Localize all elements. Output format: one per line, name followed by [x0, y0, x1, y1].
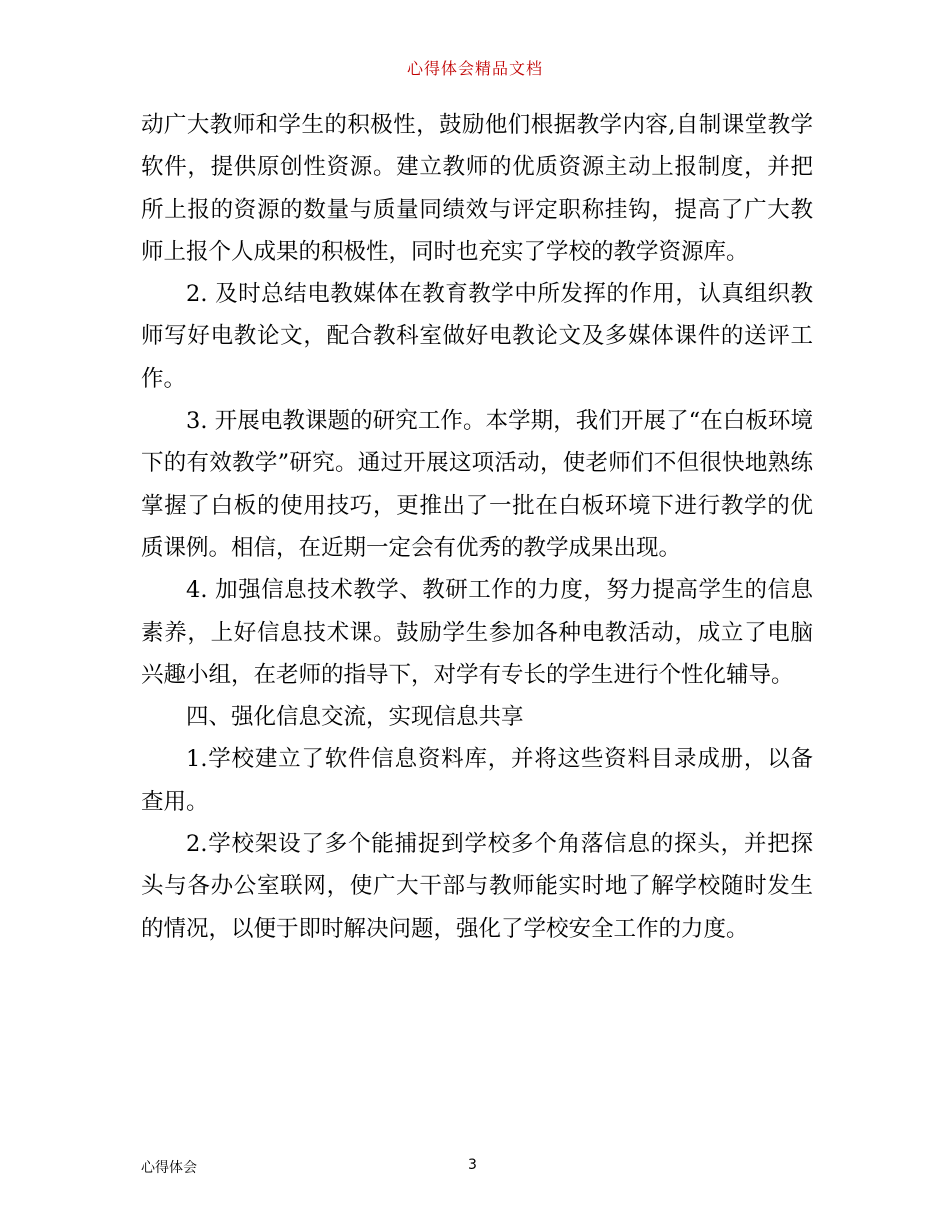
- paragraph-item-3: 3. 开展电教课题的研究工作。本学期，我们开展了“在白板环境下的有效教学”研究。通过开展这项活动，使老师们不但很快地熟练掌握了白板的使用技巧，更推出了一批在白板环境下进行教学的优质课例。相信，在近期一定会有优秀的教学成果出现。: [141, 408, 813, 561]
- paragraph-item-2: 2. 及时总结电教媒体在教育教学中所发挥的作用，认真组织教师写好电教论文，配合教科室做好电教论文及多媒体课件的送评工作。: [141, 281, 813, 392]
- paragraph-subitem-1: 1.学校建立了软件信息资料库，并将这些资料目录成册，以备查用。: [141, 746, 813, 815]
- section-heading: 四、强化信息交流，实现信息共享: [186, 704, 524, 731]
- footer-label: 心得体会: [141, 1160, 197, 1176]
- paragraph-item-4: 4. 加强信息技术教学、教研工作的力度，努力提高学生的信息素养，上好信息技术课。鼓励学生参加各种电教活动，成立了电脑兴趣小组，在老师的指导下，对学有专长的学生进行个性化辅导。: [141, 577, 813, 688]
- paragraph-continuation: 动广大教师和学生的积极性，鼓励他们根据教学内容,自制课堂教学软件，提供原创性资源。建立教师的优质资源主动上报制度，并把所上报的资源的数量与质量同绩效与评定职称挂钩，提高了广大教师上报个人成果的积极性，同时也充实了学校的教学资源库。: [141, 112, 813, 265]
- paragraph-subitem-2: 2.学校架设了多个能捕捉到学校多个角落信息的探头，并把探头与各办公室联网，使广大干部与教师能实时地了解学校随时发生的情况，以便于即时解决问题，强化了学校安全工作的力度。: [141, 831, 813, 942]
- document-header-title: 心得体会精品文档: [406, 59, 543, 78]
- page-number: 3: [468, 1157, 477, 1173]
- document-body: [141, 104, 813, 950]
